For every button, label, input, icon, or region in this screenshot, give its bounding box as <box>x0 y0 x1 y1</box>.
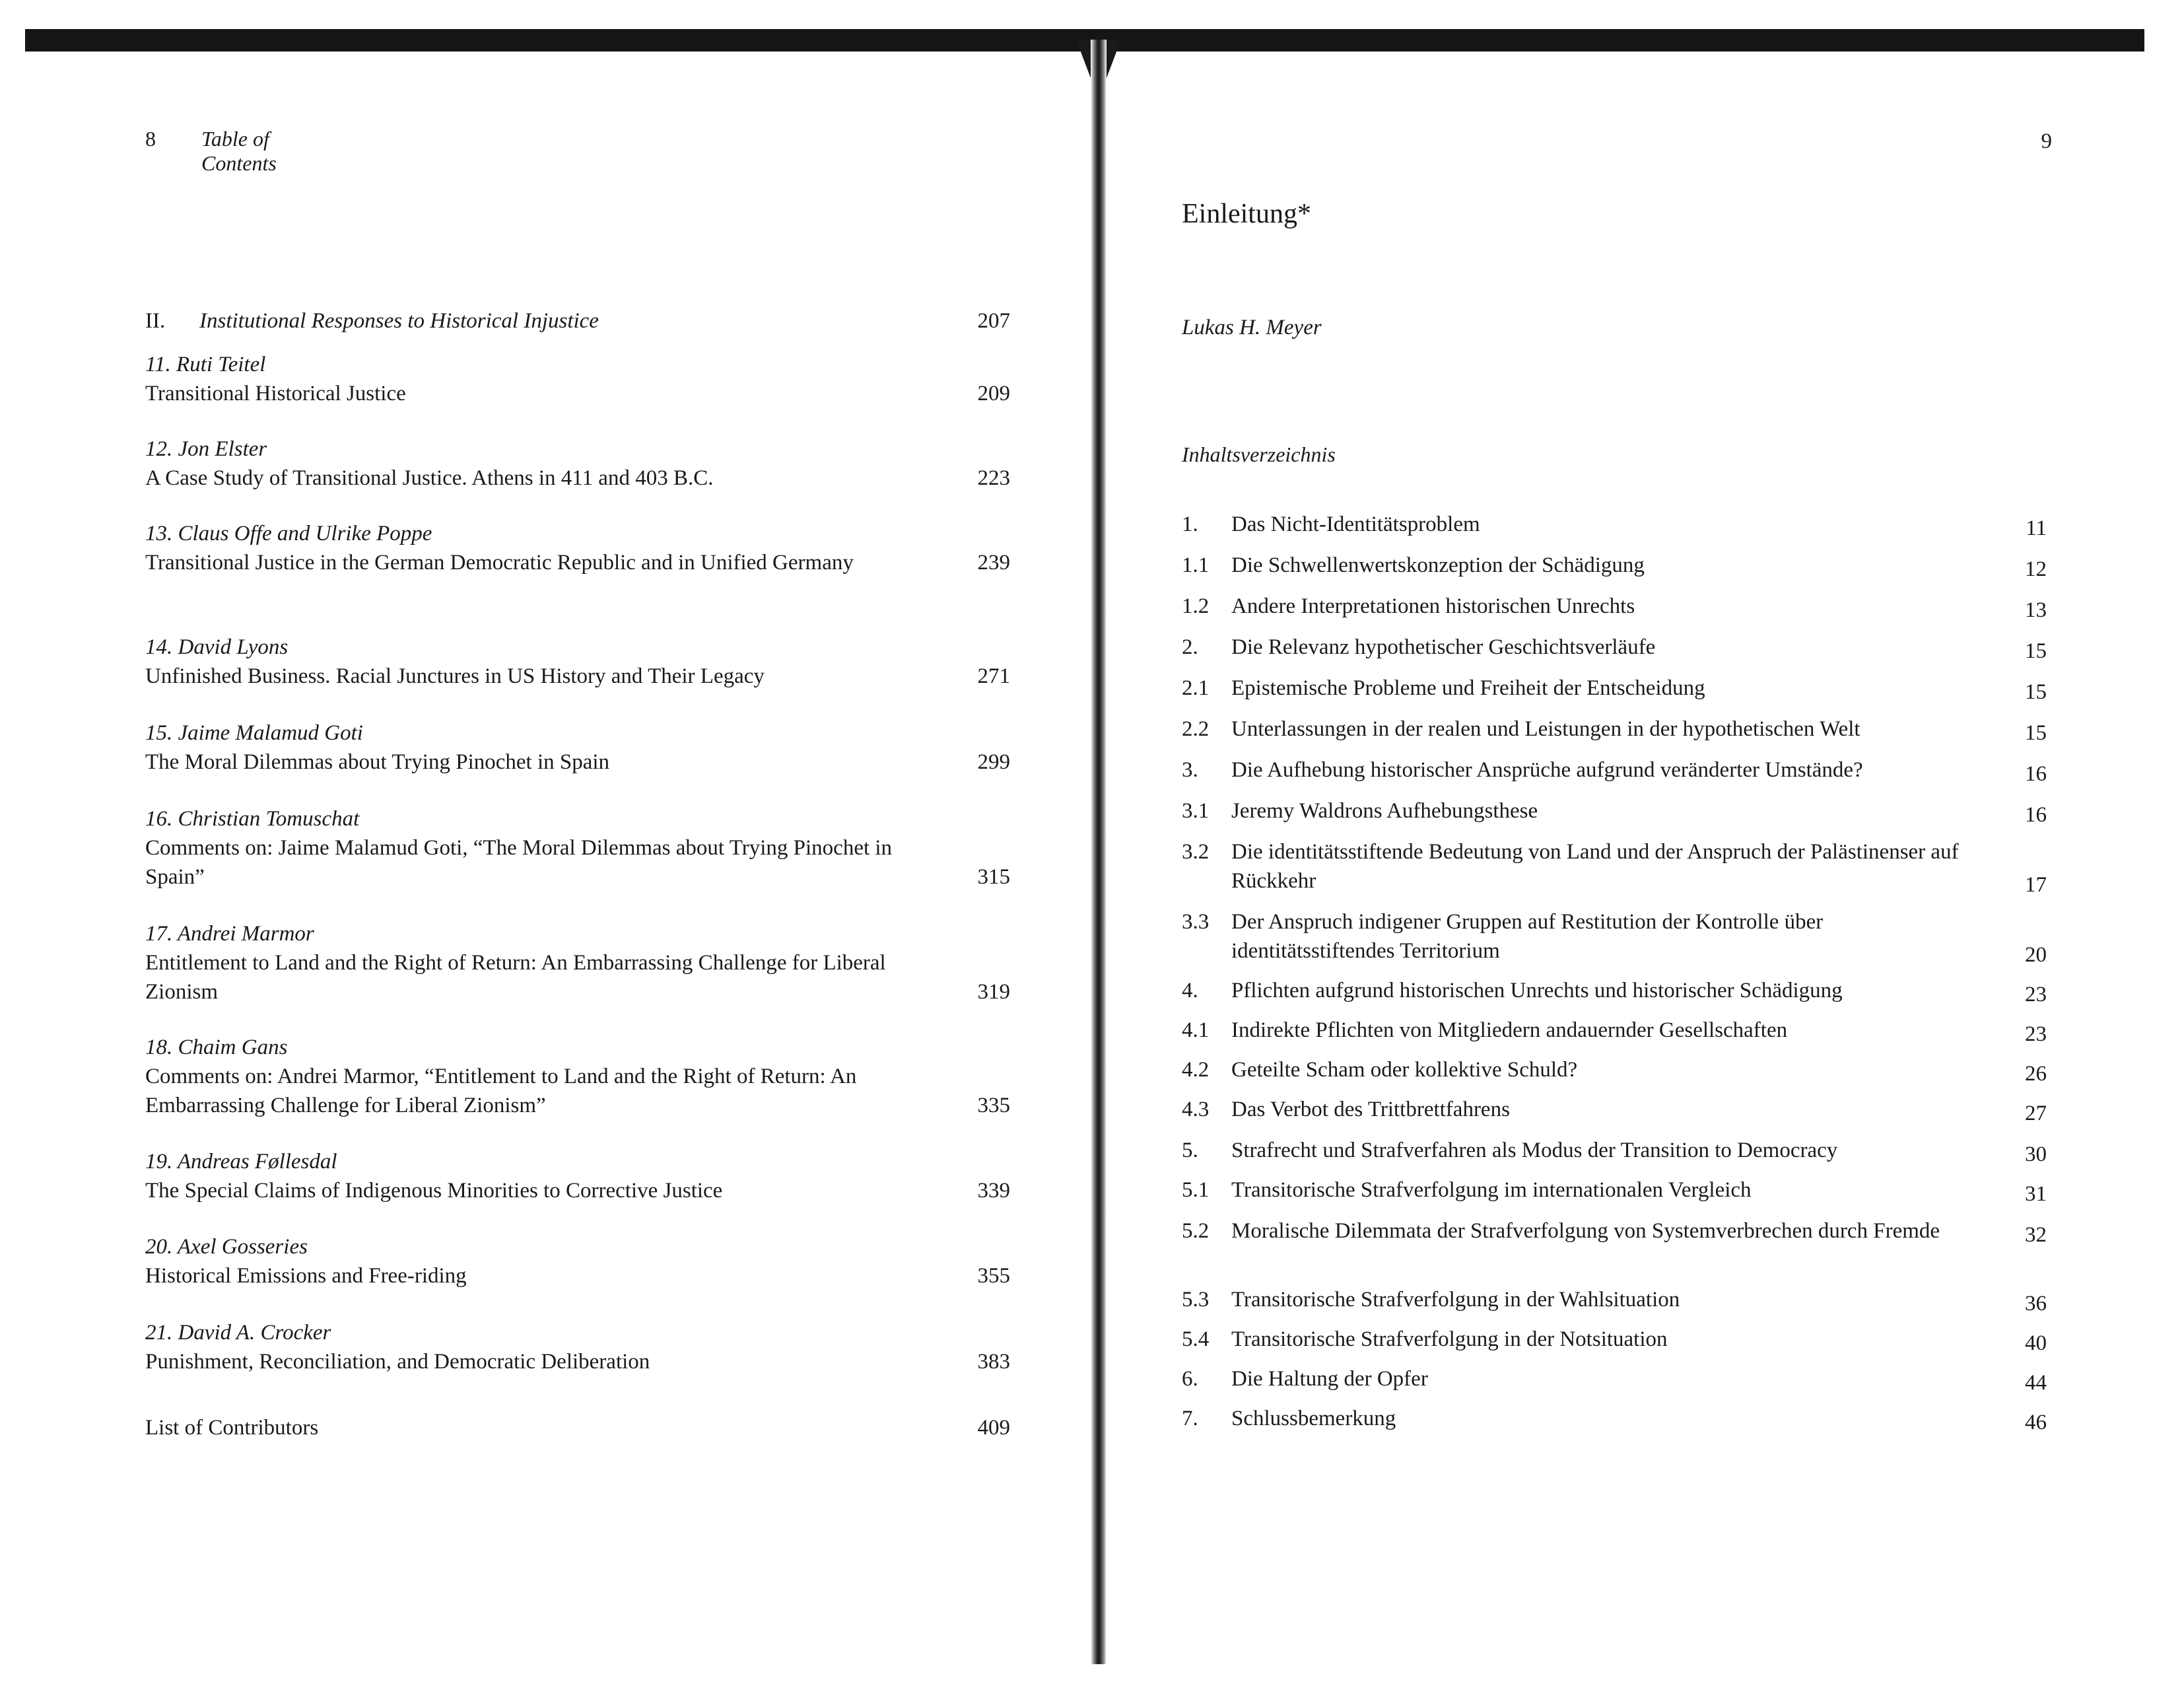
toc-item-number: 4.2 <box>1182 1058 1210 1082</box>
toc-item-title: Transitorische Strafverfolgung in der Notsituation <box>1231 1327 1668 1351</box>
toc-entry <box>145 804 1010 892</box>
toc-item-number: 6. <box>1182 1367 1198 1391</box>
toc-entry <box>145 350 1010 408</box>
toc-item-number: 5.1 <box>1182 1178 1210 1202</box>
entry-title: The Moral Dilemmas about Trying Pinochet in Spain <box>145 750 610 774</box>
entry-author: 20. Axel Gosseries <box>145 1235 308 1259</box>
entry-title: List of Contributors <box>145 1416 319 1440</box>
entry-author: 14. David Lyons <box>145 635 289 659</box>
toc-item-number: 1.2 <box>1182 594 1210 618</box>
entry-page: 271 <box>977 664 1010 688</box>
toc-item <box>1182 755 2047 785</box>
toc-item-title: Das Verbot des Trittbrettfahrens <box>1231 1098 1510 1121</box>
toc-item-number: 3.3 <box>1182 910 1210 934</box>
entry-page: 409 <box>977 1416 1010 1440</box>
entry-title: The Special Claims of Indigenous Minorities to Corrective Justice <box>145 1179 723 1203</box>
entry-author: 13. Claus Offe and Ulrike Poppe <box>145 522 432 545</box>
section-title: Institutional Responses to Historical Injustice <box>199 309 599 333</box>
toc-item <box>1182 510 2047 539</box>
toc-item-page: 12 <box>2025 557 2047 581</box>
toc-item-page: 15 <box>2025 680 2047 704</box>
entry-page: 335 <box>977 1094 1010 1117</box>
toc-item-page: 15 <box>2025 721 2047 745</box>
entry-author: 15. Jaime Malamud Goti <box>145 721 363 745</box>
toc-item <box>1182 976 2047 1005</box>
entry-title: Unfinished Business. Racial Junctures in US History and Their Legacy <box>145 664 765 688</box>
toc-item-title: Die Schwellenwertskonzeption der Schädigung <box>1231 553 1645 577</box>
toc-item-title: Geteilte Scham oder kollektive Schuld? <box>1231 1058 1578 1082</box>
toc-entry <box>145 519 1010 577</box>
toc-item-title: Andere Interpretationen historischen Unrechts <box>1231 594 1635 618</box>
toc-item-title: Transitorische Strafverfolgung im internationalen Vergleich <box>1231 1178 1752 1202</box>
toc-item-number: 4.3 <box>1182 1098 1210 1121</box>
entry-author: 18. Chaim Gans <box>145 1035 288 1059</box>
toc-item-title: Indirekte Pflichten von Mitgliedern andauernder Gesellschaften <box>1231 1018 1788 1042</box>
toc-item <box>1182 715 2047 744</box>
running-head-title: Table of Contents <box>201 127 277 175</box>
toc-item-title: Die Relevanz hypothetischer Geschichtsverläufe <box>1231 635 1656 659</box>
toc-item-number: 5.2 <box>1182 1219 1210 1243</box>
entry-page: 209 <box>977 382 1010 405</box>
entry-page: 383 <box>977 1350 1010 1374</box>
chapter-title: Einleitung* <box>1182 199 1311 229</box>
entry-author: 19. Andreas Føllesdal <box>145 1150 337 1174</box>
entry-page: 315 <box>977 865 1010 889</box>
toc-item <box>1182 1055 2047 1084</box>
toc-item-page: 44 <box>2025 1371 2047 1395</box>
entry-page: 223 <box>977 466 1010 490</box>
toc-item <box>1182 837 2047 895</box>
toc-item <box>1182 551 2047 580</box>
entry-title: Transitional Justice in the German Democratic Republic and in Unified Germany <box>145 551 854 575</box>
entry-author: 17. Andrei Marmor <box>145 922 314 946</box>
toc-item-number: 5. <box>1182 1139 1198 1162</box>
toc-item <box>1182 1364 2047 1393</box>
toc-item <box>1182 1095 2047 1124</box>
toc-item-title: Unterlassungen in der realen und Leistungen in der hypothetischen Welt <box>1231 717 1860 741</box>
toc-item-number: 2.2 <box>1182 717 1210 741</box>
toc-item-title: Der Anspruch indigener Gruppen auf Restitution der Kontrolle über identitätsstiftendes Territorium <box>1231 910 1824 963</box>
toc-item-number: 4. <box>1182 979 1198 1002</box>
entry-page: 299 <box>977 750 1010 774</box>
toc-item-title: Moralische Dilemmata der Strafverfolgung von Systemverbrechen durch Fremde <box>1231 1219 1940 1243</box>
toc-entry <box>145 1413 1010 1442</box>
toc-item-title: Schlussbemerkung <box>1231 1407 1396 1430</box>
section-page: 207 <box>977 309 1010 333</box>
toc-item-page: 13 <box>2025 598 2047 622</box>
toc-item <box>1182 1285 2047 1314</box>
right-page <box>1109 0 2184 1684</box>
toc-item-page: 46 <box>2025 1411 2047 1434</box>
toc-item <box>1182 633 2047 662</box>
toc-entry <box>145 1318 1010 1376</box>
entry-title: A Case Study of Transitional Justice. Athens in 411 and 403 B.C. <box>145 466 714 490</box>
toc-item-page: 23 <box>2025 1022 2047 1046</box>
toc-item <box>1182 674 2047 703</box>
toc-item <box>1182 1136 2047 1165</box>
toc-item-number: 4.1 <box>1182 1018 1210 1042</box>
toc-item-number: 3.2 <box>1182 840 1210 864</box>
toc-item <box>1182 592 2047 621</box>
toc-item <box>1182 796 2047 825</box>
toc-item-page: 36 <box>2025 1292 2047 1316</box>
entry-title: Transitional Historical Justice <box>145 382 406 405</box>
entry-author: 21. David A. Crocker <box>145 1321 331 1345</box>
toc-item-number: 3. <box>1182 758 1198 782</box>
toc-item-page: 17 <box>2025 873 2047 897</box>
toc-item-number: 2. <box>1182 635 1198 659</box>
chapter-author: Lukas H. Meyer <box>1182 316 1322 339</box>
book-gutter <box>1091 40 1107 1664</box>
left-page-number: 8 <box>145 127 156 151</box>
toc-item <box>1182 1216 2047 1245</box>
toc-item <box>1182 1325 2047 1354</box>
toc-item-title: Pflichten aufgrund historischen Unrechts und historischer Schädigung <box>1231 979 1843 1002</box>
toc-item-page: 16 <box>2025 803 2047 827</box>
toc-item-title: Jeremy Waldrons Aufhebungsthese <box>1231 799 1538 823</box>
entry-page: 239 <box>977 551 1010 575</box>
entry-author: 12. Jon Elster <box>145 437 267 461</box>
right-page-number: 9 <box>2041 129 2052 153</box>
toc-item <box>1182 1016 2047 1045</box>
toc-item-page: 27 <box>2025 1102 2047 1125</box>
entry-page: 355 <box>977 1264 1010 1288</box>
toc-entry <box>145 719 1010 777</box>
left-page <box>0 0 1089 1684</box>
section-numeral: II. <box>145 309 166 333</box>
toc-entry <box>145 1232 1010 1290</box>
toc-item-page: 15 <box>2025 639 2047 663</box>
toc-item-page: 30 <box>2025 1142 2047 1166</box>
toc-item-page: 40 <box>2025 1331 2047 1355</box>
entry-title: Historical Emissions and Free-riding <box>145 1264 467 1288</box>
entry-title: Comments on: Jaime Malamud Goti, “The Moral Dilemmas about Trying Pinochet in Spain” <box>145 836 893 889</box>
toc-item-number: 3.1 <box>1182 799 1210 823</box>
entry-page: 319 <box>977 980 1010 1004</box>
toc-item <box>1182 1404 2047 1433</box>
entry-title: Comments on: Andrei Marmor, “Entitlement to Land and the Right of Return: An Embarrassing Challenge for Liberal Zionism” <box>145 1065 857 1117</box>
toc-entry <box>145 633 1010 691</box>
entry-title: Punishment, Reconciliation, and Democratic Deliberation <box>145 1350 650 1374</box>
toc-item-number: 1. <box>1182 512 1198 536</box>
entry-author: 11. Ruti Teitel <box>145 353 266 376</box>
toc-item-page: 20 <box>2025 943 2047 967</box>
entry-title: Entitlement to Land and the Right of Return: An Embarrassing Challenge for Liberal Zionism <box>145 951 886 1004</box>
toc-item-title: Die identitätsstiftende Bedeutung von Land und der Anspruch der Palästinenser auf Rückkehr <box>1231 840 1959 893</box>
toc-item-page: 23 <box>2025 983 2047 1006</box>
toc-item-title: Epistemische Probleme und Freiheit der Entscheidung <box>1231 676 1705 700</box>
toc-item-page: 32 <box>2025 1223 2047 1247</box>
toc-entry <box>145 1147 1010 1205</box>
toc-item-title: Strafrecht und Strafverfahren als Modus der Transition to Democracy <box>1231 1139 1838 1162</box>
toc-item-number: 5.3 <box>1182 1288 1210 1312</box>
entry-page: 339 <box>977 1179 1010 1203</box>
toc-item-number: 7. <box>1182 1407 1198 1430</box>
toc-item-page: 26 <box>2025 1062 2047 1086</box>
entry-author: 16. Christian Tomuschat <box>145 807 360 831</box>
toc-item-title: Das Nicht-Identitätsproblem <box>1231 512 1480 536</box>
toc-item-title: Transitorische Strafverfolgung in der Wahlsituation <box>1231 1288 1680 1312</box>
toc-entry <box>145 919 1010 1006</box>
toc-item-page: 11 <box>2026 516 2047 540</box>
toc-item-page: 16 <box>2025 762 2047 786</box>
toc-item-title: Die Aufhebung historischer Ansprüche aufgrund veränderter Umstände? <box>1231 758 1863 782</box>
toc-entry <box>145 1033 1010 1120</box>
toc-entry <box>145 435 1010 493</box>
toc-item-number: 5.4 <box>1182 1327 1210 1351</box>
toc-item-title: Die Haltung der Opfer <box>1231 1367 1428 1391</box>
toc-item-page: 31 <box>2025 1182 2047 1206</box>
toc-item <box>1182 1175 2047 1205</box>
toc-item <box>1182 907 2047 965</box>
toc-item-number: 1.1 <box>1182 553 1210 577</box>
toc-item-number: 2.1 <box>1182 676 1210 700</box>
toc-label: Inhaltsverzeichnis <box>1182 442 1336 466</box>
